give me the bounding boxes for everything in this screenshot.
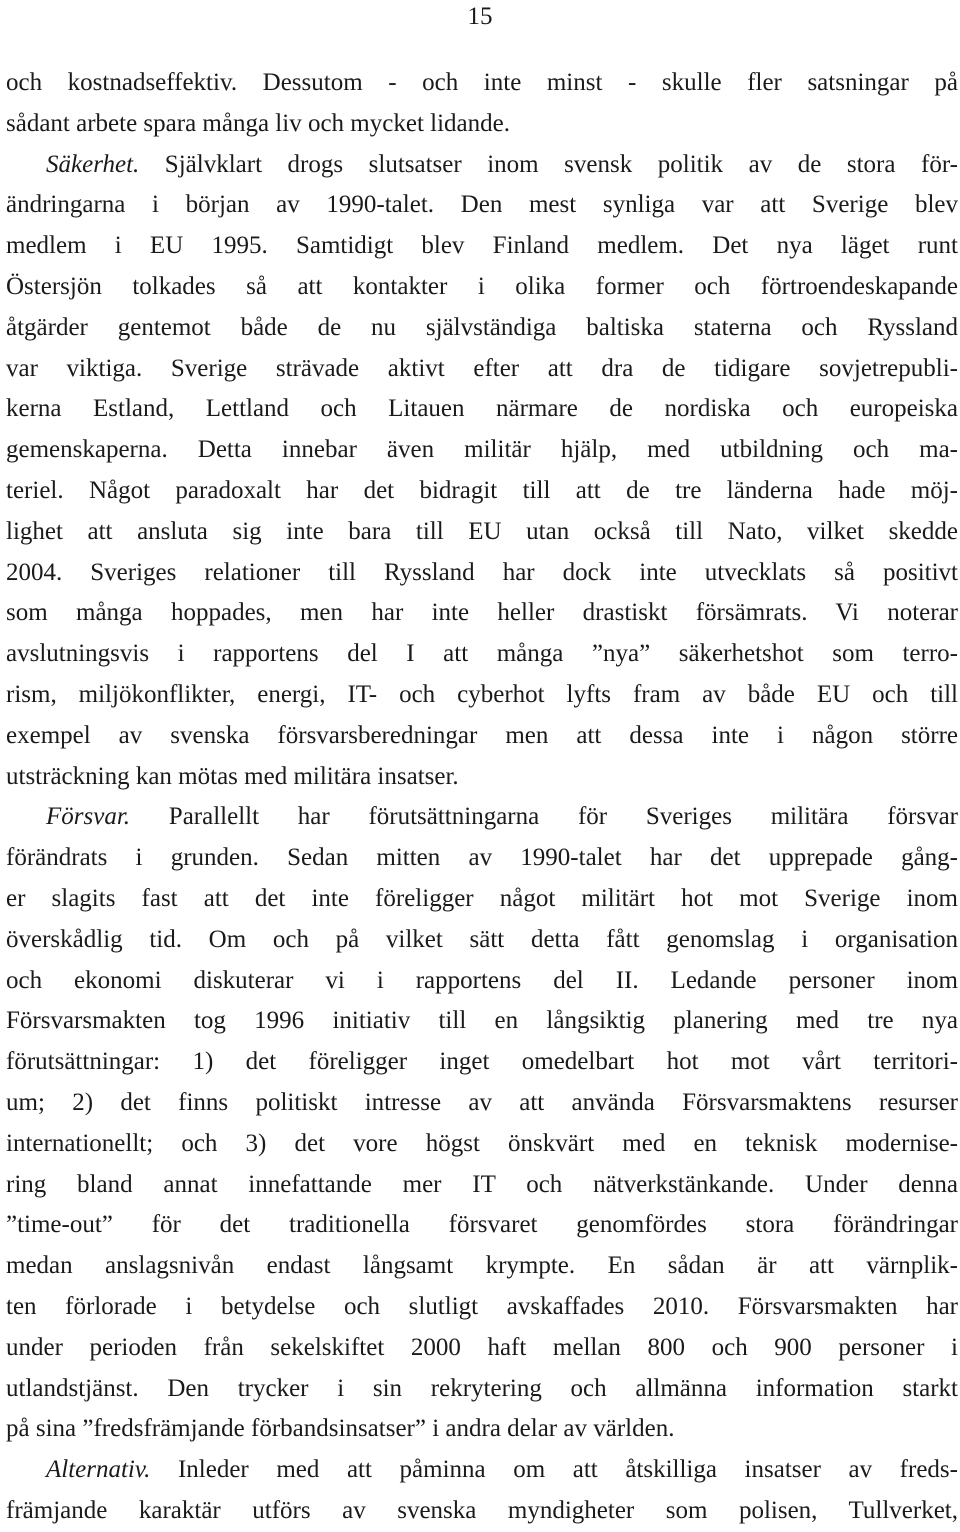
line-text: Inleder med att påminna om att åtskilliga insatser av freds- [150,1456,958,1484]
text-line [6,226,958,267]
line-text: under perioden från sekelskiftet 2000 haft mellan 800 och 900 personer i [6,1333,958,1361]
text-line [6,920,958,961]
text-line [6,1409,958,1450]
line-text: ten förlorade i betydelse och slutligt avskaffades 2010. Försvarsmakten har [6,1292,958,1320]
text-line [6,267,958,308]
line-text: um; 2) det finns politiskt intresse av att använda Försvarsmaktens resurser [6,1088,958,1116]
text-line [6,1205,958,1246]
line-text: ändringarna i början av 1990-talet. Den mest synliga var att Sverige blev [6,191,958,219]
text-line [6,1328,958,1369]
body-text [6,63,958,1532]
text-line [6,716,958,757]
text-line [6,838,958,879]
text-line [6,104,958,145]
text-line [6,1165,958,1206]
line-text: avslutningsvis i rapportens del I att många ”nya” säkerhetshot som terro- [6,640,958,668]
text-line [6,757,958,798]
text-line [6,1001,958,1042]
text-line [6,1491,958,1532]
line-text: Östersjön tolkades så att kontakter i olika former och förtroendeskapande [6,272,958,300]
text-line [6,553,958,594]
paragraph-start-line [6,1450,958,1491]
text-line [6,634,958,675]
text-line [6,1042,958,1083]
text-line [6,349,958,390]
text-line [6,1369,958,1410]
line-text: rism, miljökonflikter, energi, IT- och cyberhot lyfts fram av både EU och till [6,680,958,708]
text-line [6,1124,958,1165]
line-text: lighet att ansluta sig inte bara till EU utan också till Nato, vilket skedde [6,517,958,545]
text-line [6,961,958,1002]
line-text: 2004. Sveriges relationer till Ryssland har dock inte utvecklats så positivt [6,558,958,586]
section-lead-word: Försvar. [46,803,131,831]
text-line [6,471,958,512]
text-line [6,512,958,553]
text-line [6,185,958,226]
text-line [6,1287,958,1328]
line-text: sådant arbete spara många liv och mycket lidande. [6,109,510,137]
line-text: internationellt; och 3) det vore högst önskvärt med en teknisk modernise- [6,1129,958,1157]
line-text: teriel. Något paradoxalt har det bidragit till att de tre länderna hade möj- [6,476,958,504]
line-text: var viktiga. Sverige strävade aktivt efter att dra de tidigare sovjetrepubli- [6,354,958,382]
text-line [6,675,958,716]
line-text: Självklart drogs slutsatser inom svensk politik av de stora för- [139,150,958,178]
page-number: 15 [467,3,493,30]
text-line [6,593,958,634]
text-line [6,389,958,430]
line-text: ring bland annat innefattande mer IT och nätverkstänkande. Under denna [6,1170,958,1198]
section-lead-word: Alternativ. [46,1456,151,1484]
text-line [6,63,958,104]
line-text: och ekonomi diskuterar vi i rapportens del II. Ledande personer inom [6,966,958,994]
text-line [6,879,958,920]
line-text: medlem i EU 1995. Samtidigt blev Finland medlem. Det nya läget runt [6,232,958,260]
line-text: åtgärder gentemot både de nu självständiga baltiska staterna och Ryssland [6,313,958,341]
line-text: gemenskaperna. Detta innebar även militär hjälp, med utbildning och ma- [6,436,958,464]
line-text: som många hoppades, men har inte heller drastiskt försämrats. Vi noterar [6,599,958,627]
line-text: Parallellt har förutsättningarna för Sveriges militära försvar [130,803,958,831]
text-line [6,308,958,349]
text-line [6,1083,958,1124]
line-text: kerna Estland, Lettland och Litauen närmare de nordiska och europeiska [6,395,958,423]
line-text: exempel av svenska försvarsberedningar men att dessa inte i någon större [6,721,958,749]
text-line [6,430,958,471]
line-text: utlandstjänst. Den trycker i sin rekrytering och allmänna information starkt [6,1374,958,1402]
line-text: er slagits fast att det inte föreligger något militärt hot mot Sverige inom [6,884,958,912]
section-lead-word: Säkerhet. [46,150,140,178]
paragraph-start-line [6,145,958,186]
line-text: och kostnadseffektiv. Dessutom - och inte minst - skulle fler satsningar på [6,69,958,96]
line-text: överskådlig tid. Om och på vilket sätt detta fått genomslag i organisation [6,925,958,953]
text-line [6,1246,958,1287]
line-text: förutsättningar: 1) det föreligger inget omedelbart hot mot vårt territori- [6,1048,958,1076]
line-text: utsträckning kan mötas med militära insatser. [6,762,459,790]
line-text: främjande karaktär utförs av svenska myndigheter som polisen, Tullverket, [6,1496,958,1524]
line-text: Försvarsmakten tog 1996 initiativ till en långsiktig planering med tre nya [6,1007,958,1035]
line-text: på sina ”fredsfrämjande förbandsinsatser” i andra delar av världen. [6,1415,675,1443]
line-text: förändrats i grunden. Sedan mitten av 1990-talet har det upprepade gång- [6,844,958,872]
paragraph-start-line [6,797,958,838]
line-text: medan anslagsnivån endast långsamt krympte. En sådan är att värnplik- [6,1252,958,1280]
line-text: ”time-out” för det traditionella försvaret genomfördes stora förändringar [6,1211,958,1239]
